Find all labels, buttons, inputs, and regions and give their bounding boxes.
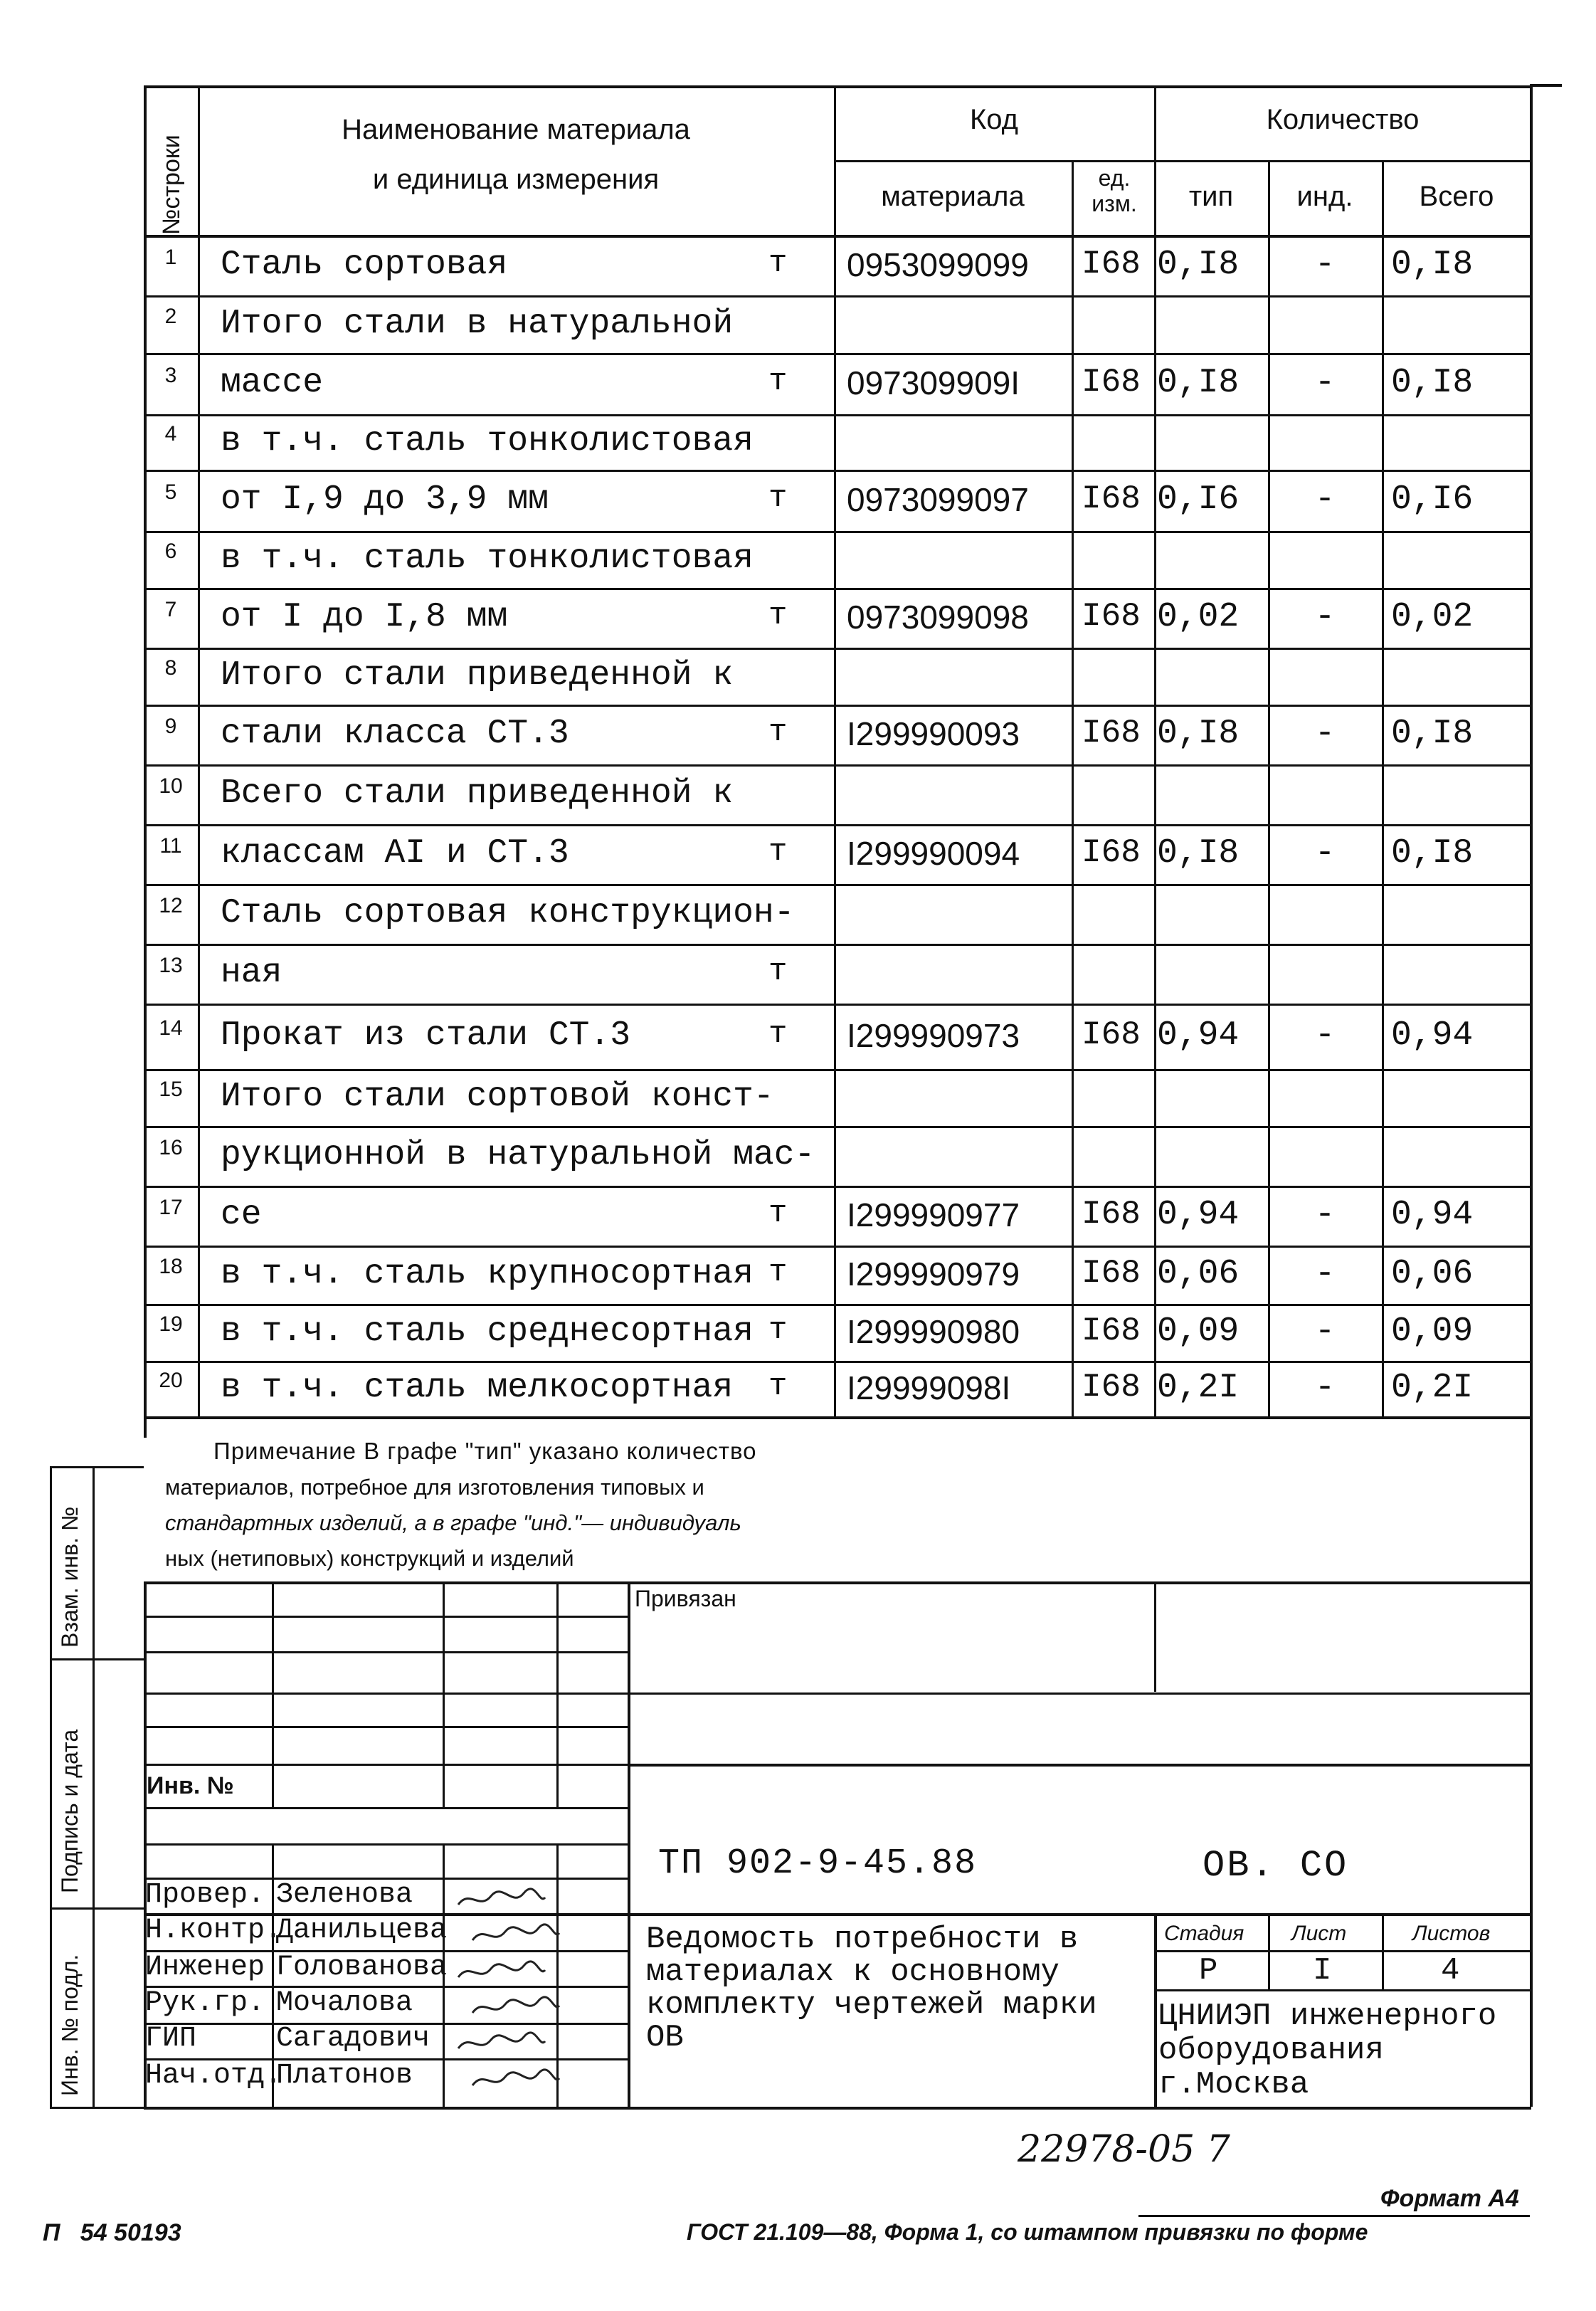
row-number: 7 <box>164 598 177 621</box>
row-number: 20 <box>159 1369 183 1392</box>
note-line2: материалов, потребное для изготовления типовых и <box>165 1475 704 1500</box>
drawing-mark: ОВ. СО <box>1203 1845 1349 1887</box>
material-code: 0973099097 <box>847 481 1029 518</box>
row-number: 18 <box>159 1255 183 1278</box>
row-number: 3 <box>164 364 177 387</box>
qty-type: 0,I8 <box>1157 364 1240 402</box>
row-number: 5 <box>164 480 177 504</box>
qty-type: 0,02 <box>1157 598 1240 636</box>
unit-of-measure: т <box>768 1255 788 1290</box>
privyazan-label: Привязан <box>635 1586 736 1611</box>
side-vzam-label: Взам. инв. № <box>57 1506 83 1648</box>
qty-ind: - <box>1314 1255 1336 1293</box>
material-name: Всего стали приведенной к <box>221 774 734 813</box>
qty-ind: - <box>1314 1312 1336 1351</box>
material-name: от I до I,8 мм <box>221 598 508 636</box>
qty-total: 0,94 <box>1391 1196 1474 1234</box>
unit-of-measure: т <box>768 1369 788 1404</box>
code-header: Код <box>969 104 1018 135</box>
material-name: рукционной в натуральной мас- <box>221 1136 815 1174</box>
signer-role: Инженер <box>145 1952 265 1984</box>
stage-value: Р <box>1199 1953 1218 1989</box>
doc-title-line1: Ведомость потребности в <box>646 1922 1079 1957</box>
material-code: 0973099098 <box>847 599 1029 636</box>
doc-title-line4: ОВ <box>646 2020 684 2055</box>
signature-scribble <box>455 1959 548 1984</box>
material-name: в т.ч. сталь тонколистовая <box>221 539 754 578</box>
doc-title-line2: материалах к основному <box>646 1954 1059 1990</box>
qty-ind-header: инд. <box>1296 181 1353 212</box>
sheet-label: Лист <box>1291 1922 1347 1945</box>
signer-name: Зеленова <box>276 1879 413 1911</box>
row-number: 14 <box>159 1016 183 1040</box>
qty-total: 0,I8 <box>1391 364 1474 402</box>
handwritten-number: 22978-05 7 <box>1018 2128 1230 2171</box>
unit-of-measure: т <box>768 245 788 281</box>
row-number: 17 <box>159 1196 183 1219</box>
qty-ind: - <box>1314 1369 1336 1407</box>
unit-code: I68 <box>1082 1369 1141 1406</box>
signer-role: Провер. <box>145 1879 265 1911</box>
qty-ind: - <box>1314 598 1336 636</box>
unit-of-measure: т <box>768 834 788 870</box>
footer-left-code: П 54 50193 <box>43 2219 181 2246</box>
quantity-header: Количество <box>1266 104 1420 135</box>
row-number: 6 <box>164 539 177 563</box>
unit-code: I68 <box>1082 598 1141 635</box>
material-code: I299990979 <box>847 1255 1020 1293</box>
material-name: Прокат из стали СТ.3 <box>221 1016 631 1055</box>
signer-name: Платонов <box>276 2060 413 2092</box>
row-number: 15 <box>159 1078 183 1101</box>
qty-total: 0,94 <box>1391 1016 1474 1055</box>
signature-scribble <box>455 1886 548 1912</box>
row-number: 19 <box>159 1312 183 1336</box>
material-code: I299990973 <box>847 1017 1020 1054</box>
qty-total: 0,02 <box>1391 598 1474 636</box>
row-number: 16 <box>159 1136 183 1159</box>
row-number: 12 <box>159 894 183 917</box>
material-name: массе <box>221 364 324 402</box>
qty-type: 0,94 <box>1157 1016 1240 1055</box>
row-number: 10 <box>159 774 183 798</box>
material-code: 097309909I <box>847 364 1020 401</box>
unit-of-measure: т <box>768 1016 788 1052</box>
unit-code: I68 <box>1082 715 1141 752</box>
material-name: Сталь сортовая конструкцион- <box>221 894 795 932</box>
qty-total: 0,I8 <box>1391 245 1474 284</box>
material-name: се <box>221 1196 262 1234</box>
note-line4: ных (нетиповых) конструкций и изделий <box>165 1546 574 1571</box>
material-name: Сталь сортовая <box>221 245 508 284</box>
qty-type: 0,09 <box>1157 1312 1240 1351</box>
material-code: 0953099099 <box>847 246 1029 283</box>
qty-type-header: тип <box>1188 181 1234 212</box>
material-code: I29999098I <box>847 1369 1011 1406</box>
signature-scribble <box>470 1994 562 2020</box>
qty-ind: - <box>1314 480 1336 519</box>
unit-code: I68 <box>1082 480 1141 517</box>
qty-ind: - <box>1314 1196 1336 1234</box>
material-code: I299990094 <box>847 835 1020 872</box>
qty-type: 0,I8 <box>1157 715 1240 753</box>
qty-total-header: Всего <box>1419 181 1494 212</box>
material-code: I299990980 <box>847 1313 1020 1350</box>
signer-name: Данильцева <box>276 1915 448 1947</box>
unit-code: I68 <box>1082 364 1141 401</box>
qty-total: 0,I6 <box>1391 480 1474 519</box>
unit-code: I68 <box>1082 245 1141 283</box>
doc-number: ТП 902-9-45.88 <box>658 1843 978 1884</box>
qty-type: 0,06 <box>1157 1255 1240 1293</box>
inv-no-label: Инв. № <box>147 1772 234 1799</box>
side-inv-podl-label: Инв. № подл. <box>57 1954 83 2096</box>
org-line1: ЦНИИЭП инженерного <box>1158 1999 1497 2034</box>
unit-of-measure: т <box>768 715 788 750</box>
qty-total: 0,2I <box>1391 1369 1474 1407</box>
unit-of-measure: т <box>768 1312 788 1348</box>
unit-code: I68 <box>1082 1196 1141 1233</box>
name-header-line1: Наименование материала <box>342 114 690 145</box>
unit-of-measure: т <box>768 480 788 516</box>
unit-of-measure: т <box>768 598 788 633</box>
signature-scribble <box>455 2030 548 2055</box>
row-number: 8 <box>164 656 177 680</box>
qty-ind: - <box>1314 1016 1336 1055</box>
qty-ind: - <box>1314 834 1336 873</box>
row-number: 13 <box>159 954 183 977</box>
material-name: от I,9 до 3,9 мм <box>221 480 549 519</box>
unit-code: I68 <box>1082 1255 1141 1292</box>
unit-code: I68 <box>1082 1016 1141 1053</box>
qty-type: 0,I8 <box>1157 834 1240 873</box>
material-name: в т.ч. сталь среднесортная <box>221 1312 754 1351</box>
signer-role: Рук.гр. <box>145 1987 265 2019</box>
row-number: 11 <box>159 834 182 858</box>
format-label: Формат А4 <box>1380 2185 1519 2212</box>
note-line1: Примечание В графе "тип" указано количество <box>213 1438 757 1464</box>
qty-type: 0,I8 <box>1157 245 1240 284</box>
signer-name: Сагадович <box>276 2023 430 2055</box>
signer-role: Нач.отд. <box>145 2060 282 2092</box>
row-number: 4 <box>164 422 177 446</box>
signer-name: Мочалова <box>276 1987 413 2019</box>
code-material-header: материала <box>881 181 1025 212</box>
sheet-value: I <box>1313 1953 1332 1989</box>
note-line3: стандартных изделий, а в графе "инд."— индивидуаль <box>165 1510 741 1535</box>
org-line2: оборудования <box>1158 2033 1384 2068</box>
qty-total: 0,09 <box>1391 1312 1474 1351</box>
material-name: Итого стали приведенной к <box>221 656 734 695</box>
qty-type: 0,I6 <box>1157 480 1240 519</box>
qty-type: 0,2I <box>1157 1369 1240 1407</box>
material-code: I299990093 <box>847 715 1020 752</box>
signer-name: Голованова <box>276 1952 448 1984</box>
code-unit-header: ед. изм. <box>1092 165 1137 216</box>
unit-code: I68 <box>1082 1312 1141 1349</box>
material-name: ная <box>221 954 282 992</box>
material-code: I299990977 <box>847 1196 1020 1233</box>
material-name: Итого стали в натуральной <box>221 304 734 343</box>
row-number: 2 <box>164 304 177 328</box>
stage-label: Стадия <box>1164 1922 1244 1945</box>
signature-scribble <box>470 1922 562 1947</box>
sheets-value: 4 <box>1441 1953 1460 1989</box>
qty-ind: - <box>1314 364 1336 402</box>
material-name: в т.ч. сталь мелкосортная <box>221 1369 734 1407</box>
row-number: 1 <box>164 245 177 269</box>
doc-title-line3: комплекту чертежей марки <box>646 1987 1097 2023</box>
sheets-label: Листов <box>1412 1922 1491 1945</box>
qty-total: 0,06 <box>1391 1255 1474 1293</box>
org-line3: г.Москва <box>1158 2067 1309 2102</box>
row-number: 9 <box>164 715 177 738</box>
material-name: Итого стали сортовой конст- <box>221 1078 774 1116</box>
qty-ind: - <box>1314 715 1336 753</box>
material-name: в т.ч. сталь крупносортная <box>221 1255 754 1293</box>
qty-ind: - <box>1314 245 1336 284</box>
qty-type: 0,94 <box>1157 1196 1240 1234</box>
signer-role: ГИП <box>145 2023 197 2055</box>
side-podpis-label: Подпись и дата <box>57 1729 83 1893</box>
material-name: стали класса СТ.3 <box>221 715 569 753</box>
material-name: классам АI и СТ.3 <box>221 834 569 873</box>
unit-code: I68 <box>1082 834 1141 871</box>
signer-role: Н.контр. <box>145 1915 282 1947</box>
name-header-line2: и единица измерения <box>372 164 660 195</box>
material-name: в т.ч. сталь тонколистовая <box>221 422 754 460</box>
gost-reference: ГОСТ 21.109—88, Форма 1, со штампом привязки по форме <box>687 2219 1368 2245</box>
qty-total: 0,I8 <box>1391 715 1474 753</box>
unit-of-measure: т <box>768 1196 788 1231</box>
unit-of-measure: т <box>768 954 788 989</box>
row-number-header: №строки <box>158 135 185 235</box>
unit-of-measure: т <box>768 364 788 399</box>
signature-scribble <box>470 2067 562 2092</box>
qty-total: 0,I8 <box>1391 834 1474 873</box>
